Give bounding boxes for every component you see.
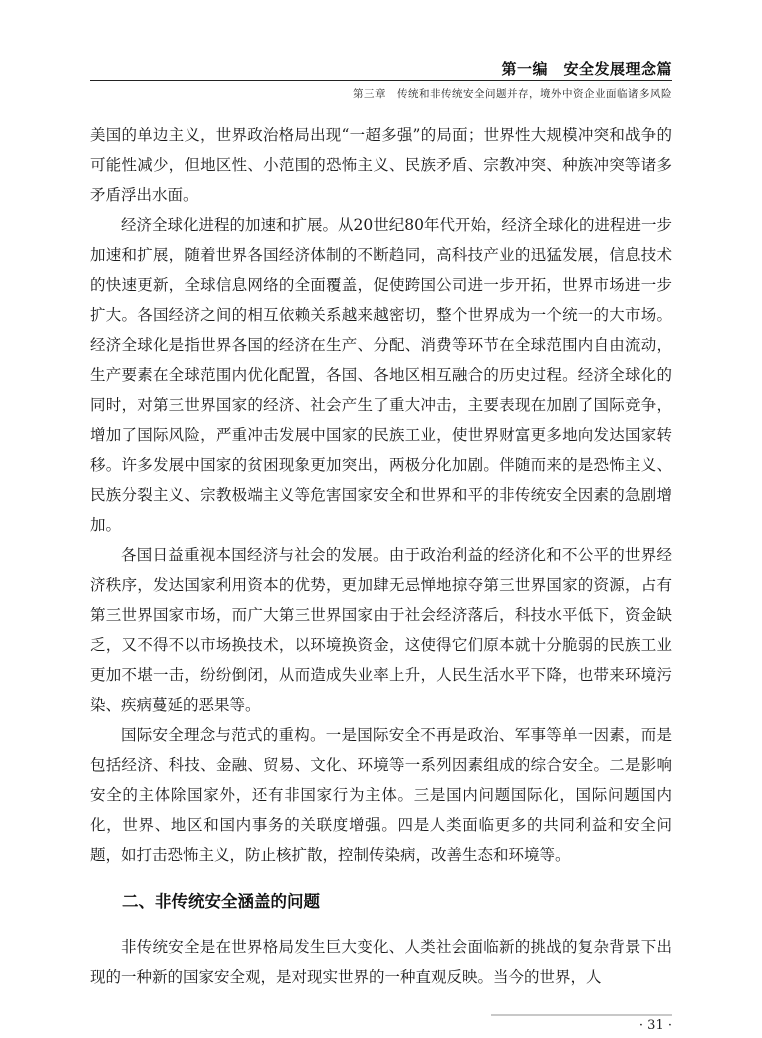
header-rule (90, 80, 672, 81)
section-heading: 二、非传统安全涵盖的问题 (122, 892, 320, 911)
paragraph-1: 美国的单边主义，世界政治格局出现“一超多强”的局面；世界性大规模冲突和战争的可能性减少，但地区性、小范围的恐怖主义、民族矛盾、宗教冲突、种族冲突等诸多矛盾浮出水面。 (90, 126, 672, 204)
running-header-title: 第一编 安全发展理念篇 (501, 60, 672, 78)
paragraph-3: 各国日益重视本国经济与社会的发展。由于政治利益的经济化和不公平的世界经济秩序，发达国家利用资本的优势，更加肆无忌惮地掠夺第三世界国家的资源，占有第三世界国家市场，而广大第三世界国家由于社会经济落后，科技水平低下，资金缺乏，又不得不以市场换技术，以环境换资金，这使得它们原本就十分脆弱的民族工业更加不堪一击，纷纷倒闭，从而造成失业率上升，人民生活水平下降，也带来环境污染、疾病蔓延的恶果等。 (90, 546, 672, 714)
paragraph-4: 国际安全理念与范式的重构。一是国际安全不再是政治、军事等单一因素，而是包括经济、科技、金融、贸易、文化、环境等一系列因素组成的综合安全。二是影响安全的主体除国家外，还有非国家行为主体。三是国内问题国际化，国际问题国内化，世界、地区和国内事务的关联度增强。四是人类面临更多的共同利益和安全问题，如打击恐怖主义，防止核扩散，控制传染病，改善生态和环境等。 (90, 726, 672, 864)
paragraph-5: 非传统安全是在世界格局发生巨大变化、人类社会面临新的挑战的复杂背景下出现的一种新的国家安全观，是对现实世界的一种直观反映。当今的世界，人 (90, 938, 672, 986)
page-number: · 31 · (638, 1018, 672, 1033)
body-text (90, 120, 672, 992)
running-header-subtitle: 第三章 传统和非传统安全问题并存，境外中资企业面临诸多风险 (353, 88, 672, 100)
paragraph-2: 经济全球化进程的加速和扩展。从20世纪80年代开始，经济全球化的进程进一步加速和扩展，随着世界各国经济体制的不断趋同，高科技产业的迅猛发展，信息技术的快速更新，全球信息网络的全面覆盖，促使跨国公司进一步开拓，世界市场进一步扩大。各国经济之间的相互依赖关系越来越密切，整个世界成为一个统一的大市场。经济全球化是指世界各国的经济在生产、分配、消费等环节在全球范围内自由流动，生产要素在全球范围内优化配置，各国、各地区相互融合的历史过程。经济全球化的同时，对第三世界国家的经济、社会产生了重大冲击，主要表现在加剧了国际竞争，增加了国际风险，严重冲击发展中国家的民族工业，使世界财富更多地向发达国家转移。许多发展中国家的贫困现象更加突出，两极分化加剧。伴随而来的是恐怖主义、民族分裂主义、宗教极端主义等危害国家安全和世界和平的非传统安全因素的急剧增加。 (90, 216, 672, 534)
footer-rule (491, 1014, 672, 1016)
